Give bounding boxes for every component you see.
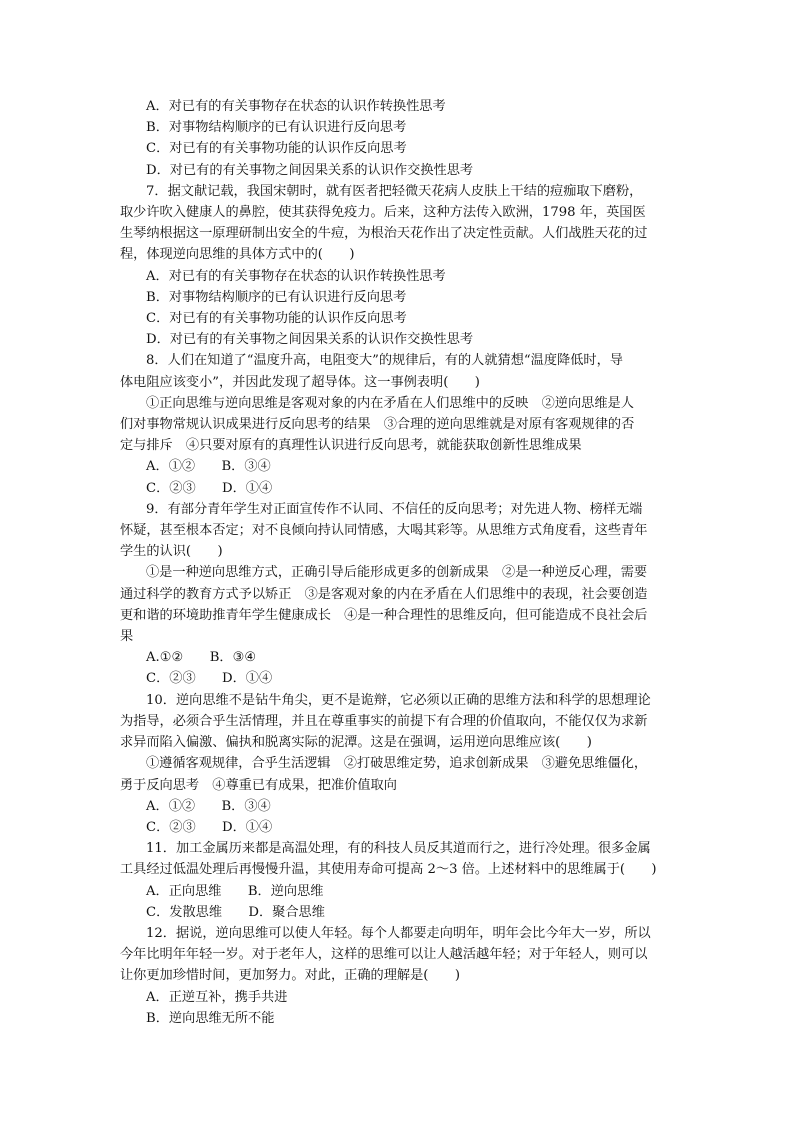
option-line: B．对事物结构顺序的已有认识进行反向思考 [146, 289, 407, 305]
option-line: C．发散思维 D．聚合思维 [146, 904, 325, 920]
question-8 [120, 350, 676, 498]
option-line: C．对已有的有关事物功能的认识作反向思考 [146, 141, 407, 157]
option-line: C．②③ D．①④ [146, 671, 273, 687]
statement-line: ①遵循客观规律，合乎生活逻辑 ②打破思维定势，追求创新成果 ③避免思维僵化， [146, 756, 648, 772]
statement-line: 勇于反向思考 ④尊重已有成果，把准价值取向 [120, 777, 397, 793]
question-stem-line: 学生的认识( ) [120, 544, 223, 560]
question-stem-line: 9．有部分青年学生对正面宣传作不认同、不信任的反向思考；对先进人物、榜样无端 [146, 501, 643, 517]
statement-line: 通过科学的教育方式予以矫正 ③是客观对象的内在矛盾在人们思维中的表现，社会要创造 [120, 586, 648, 602]
option-line: D．对已有的有关事物之间因果关系的认识作交换性思考 [146, 332, 474, 348]
question-12 [120, 923, 676, 1029]
question-stem-line: 今年比明年年轻一岁。对于老年人，这样的思维可以让人越活越年轻；对于年轻人，则可以 [120, 947, 648, 963]
question-10 [120, 690, 676, 838]
option-line: A．对已有的有关事物存在状态的认识作转换性思考 [146, 99, 446, 114]
option-line: C．②③ D．①④ [146, 819, 273, 835]
question-stem-line: 10．逆向思维不是钻牛角尖，更不是诡辩，它必须以正确的思维方法和科学的思想理论 [146, 692, 651, 708]
option-line: C．②③ D．①④ [146, 480, 273, 496]
option-line: B．对事物结构顺序的已有认识进行反向思考 [146, 120, 407, 136]
option-line: A.①② B．③④ [146, 650, 257, 666]
question-stem-line: 8．人们在知道了“温度升高，电阻变大”的规律后，有的人就猜想“温度降低时，导 [146, 353, 623, 369]
option-line: A．①② B．③④ [146, 798, 271, 814]
question-stem-line: 11．加工金属历来都是高温处理，有的科技人员反其道而行之，进行冷处理。很多金属 [146, 841, 651, 857]
question-stem-line: 程，体现逆向思维的具体方式中的( ) [120, 247, 355, 263]
question-stem-line: 工具经过低温处理后再慢慢升温，其使用寿命可提高 2～3 倍。上述材料中的思维属于( ) [120, 862, 657, 878]
option-line: B．逆向思维无所不能 [146, 1010, 275, 1026]
question-stem-line: 12．据说，逆向思维可以使人年轻。每个人都要走向明年，明年会比今年大一岁，所以 [146, 925, 651, 941]
question-11 [120, 838, 676, 923]
option-line: A．正逆互补，携手共进 [146, 989, 288, 1005]
option-line: D．对已有的有关事物之间因果关系的认识作交换性思考 [146, 162, 474, 178]
option-line: A．对已有的有关事物存在状态的认识作转换性思考 [146, 268, 446, 284]
question-stem-line: 为指导，必须合乎生活情理，并且在尊重事实的前提下有合理的价值取向，不能仅仅为求新 [120, 713, 648, 729]
question-stem-line: 生琴纳根据这一原理研制出安全的牛痘，为根治天花作出了决定性贡献。人们战胜天花的过 [120, 226, 648, 242]
option-line: A．正向思维 B．逆向思维 [146, 883, 324, 899]
question-stem-line: 体电阻应该变小”，并因此发现了超导体。这一事例表明( ) [120, 374, 480, 390]
question-stem-line: 让你更加珍惜时间，更加努力。对此，正确的理解是( ) [120, 968, 460, 984]
question-9 [120, 499, 676, 690]
statement-line: 们对事物常规认识成果进行反向思考的结果 ③合理的逆向思维就是对原有客观规律的否 [120, 417, 635, 433]
statement-line: ①正向思维与逆向思维是客观对象的内在矛盾在人们思维中的反映 ②逆向思维是人 [146, 395, 634, 411]
question-stem-line: 取少许吹入健康人的鼻腔，使其获得免疫力。后来，这种方法传入欧洲，1798 年，英国医 [120, 205, 646, 221]
question-7 [120, 181, 676, 351]
statement-line: 果 [120, 629, 134, 645]
statement-line: ①是一种逆向思维方式，正确引导后能形成更多的创新成果 ②是一种逆反心理，需要 [146, 565, 648, 581]
question-stem-line: 7．据文献记载，我国宋朝时，就有医者把轻微天花病人皮肤上干结的痘痂取下磨粉， [146, 183, 643, 199]
option-line: C．对已有的有关事物功能的认识作反向思考 [146, 311, 407, 327]
question-stem-line: 求异而陷入偏激、偏执和脱离实际的泥潭。这是在强调，运用逆向思维应该( ) [120, 735, 592, 751]
question-6-options [120, 96, 676, 181]
statement-line: 定与排斥 ④只要对原有的真理性认识进行反向思考，就能获取创新性思维成果 [120, 438, 582, 454]
statement-line: 更和谐的环境助推青年学生健康成长 ④是一种合理性的思维反向，但可能造成不良社会后 [120, 607, 648, 623]
exam-page [120, 96, 676, 1029]
question-stem-line: 怀疑，甚至根本否定；对不良倾向持认同情感，大喝其彩等。从思维方式角度看，这些青年 [120, 523, 648, 539]
option-line: A．①② B．③④ [146, 459, 271, 475]
